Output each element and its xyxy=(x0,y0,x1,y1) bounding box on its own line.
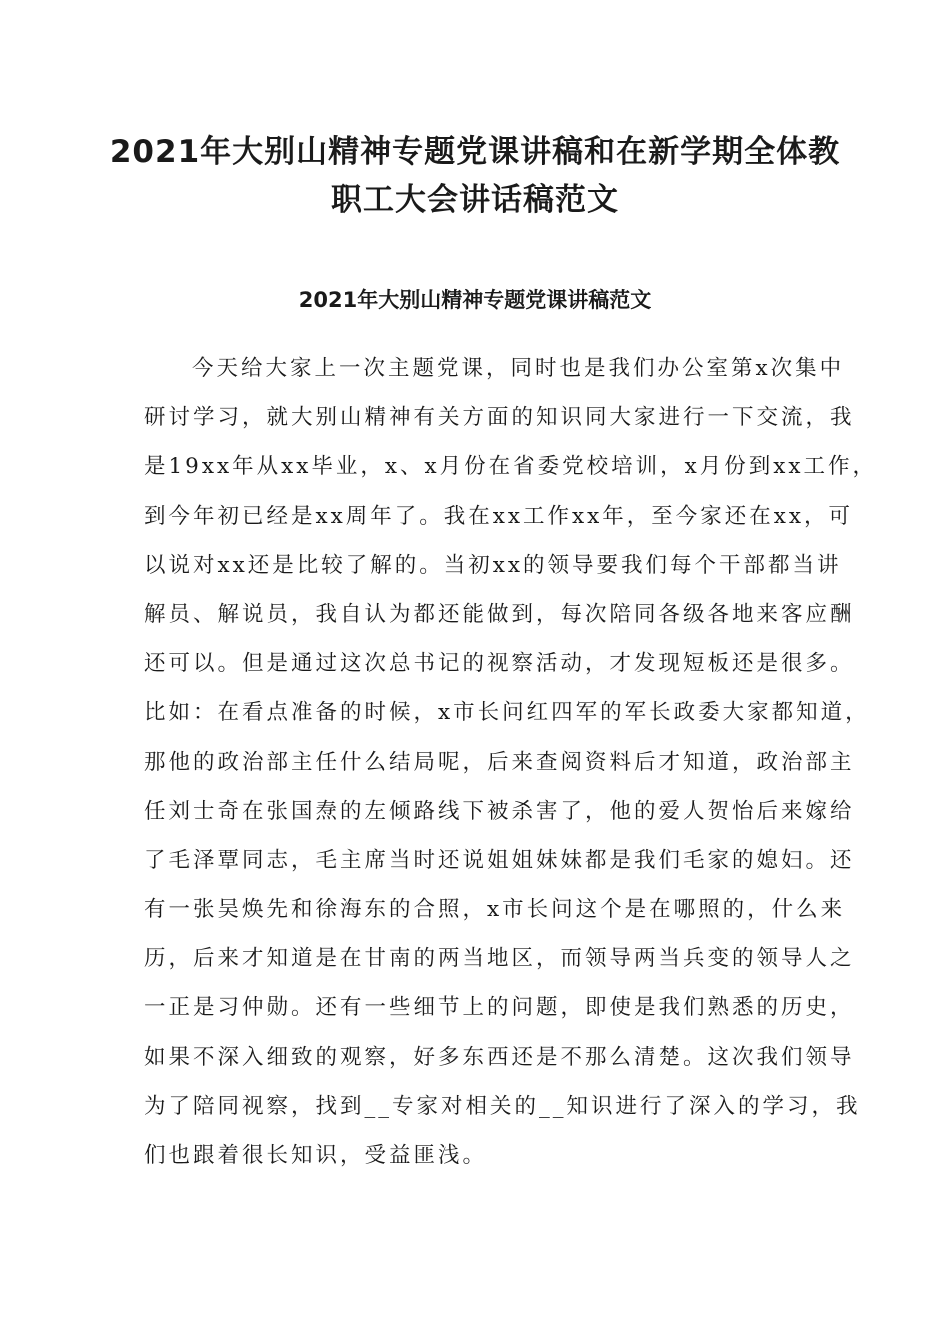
paragraph-line: 比如：在看点准备的时候，x市长问红四军的军长政委大家都知道， xyxy=(144,700,870,726)
paragraph-line: 为了陪同视察，找到__专家对相关的__知识进行了深入的学习，我 xyxy=(144,1093,861,1119)
document-title-line-2: 职工大会讲话稿范文 xyxy=(331,182,619,218)
paragraph-line: 们也跟着很长知识，受益匪浅。 xyxy=(144,1143,488,1168)
paragraph-line: 任刘士奇在张国焘的左倾路线下被杀害了，他的爱人贺怡后来嫁给 xyxy=(144,798,855,824)
paragraph-line: 还可以。但是通过这次总书记的视察活动，才发现短板还是很多。 xyxy=(144,651,855,677)
section-title: 2021年大别山精神专题党课讲稿范文 xyxy=(298,288,652,312)
paragraph-line: 一正是习仲勋。还有一些细节上的问题，即使是我们熟悉的历史， xyxy=(144,995,855,1021)
paragraph-line: 那他的政治部主任什么结局呢，后来查阅资料后才知道，政治部主 xyxy=(144,749,855,775)
paragraph-line: 到今年初已经是xx周年了。我在xx工作xx年，至今家还在xx，可 xyxy=(144,503,854,529)
paragraph-line: 历，后来才知道是在甘南的两当地区，而领导两当兵变的领导人之 xyxy=(144,946,855,972)
paragraph-line: 了毛泽覃同志，毛主席当时还说姐姐妹妹都是我们毛家的媳妇。还 xyxy=(144,847,855,873)
document-title xyxy=(100,128,850,224)
paragraph-line: 解员、解说员，我自认为都还能做到，每次陪同各级各地来客应酬 xyxy=(144,601,855,627)
paragraph-line: 是19xx年从xx毕业，x、x月份在省委党校培训，x月份到xx工作， xyxy=(144,454,877,480)
paragraph-line: 有一张吴焕先和徐海东的合照，x市长问这个是在哪照的，什么来 xyxy=(144,897,846,923)
paragraph-line: 今天给大家上一次主题党课，同时也是我们办公室第x次集中 xyxy=(192,356,845,381)
paragraph-line: 如果不深入细致的观察，好多东西还是不那么清楚。这次我们领导 xyxy=(144,1044,855,1070)
document-title-line-1: 2021年大别山精神专题党课讲稿和在新学期全体教 xyxy=(109,134,841,170)
body-paragraph xyxy=(144,349,877,1185)
paragraph-line: 以说对xx还是比较了解的。当初xx的领导要我们每个干部都当讲 xyxy=(144,552,842,578)
paragraph-line: 研讨学习，就大别山精神有关方面的知识同大家进行一下交流，我 xyxy=(144,405,855,431)
